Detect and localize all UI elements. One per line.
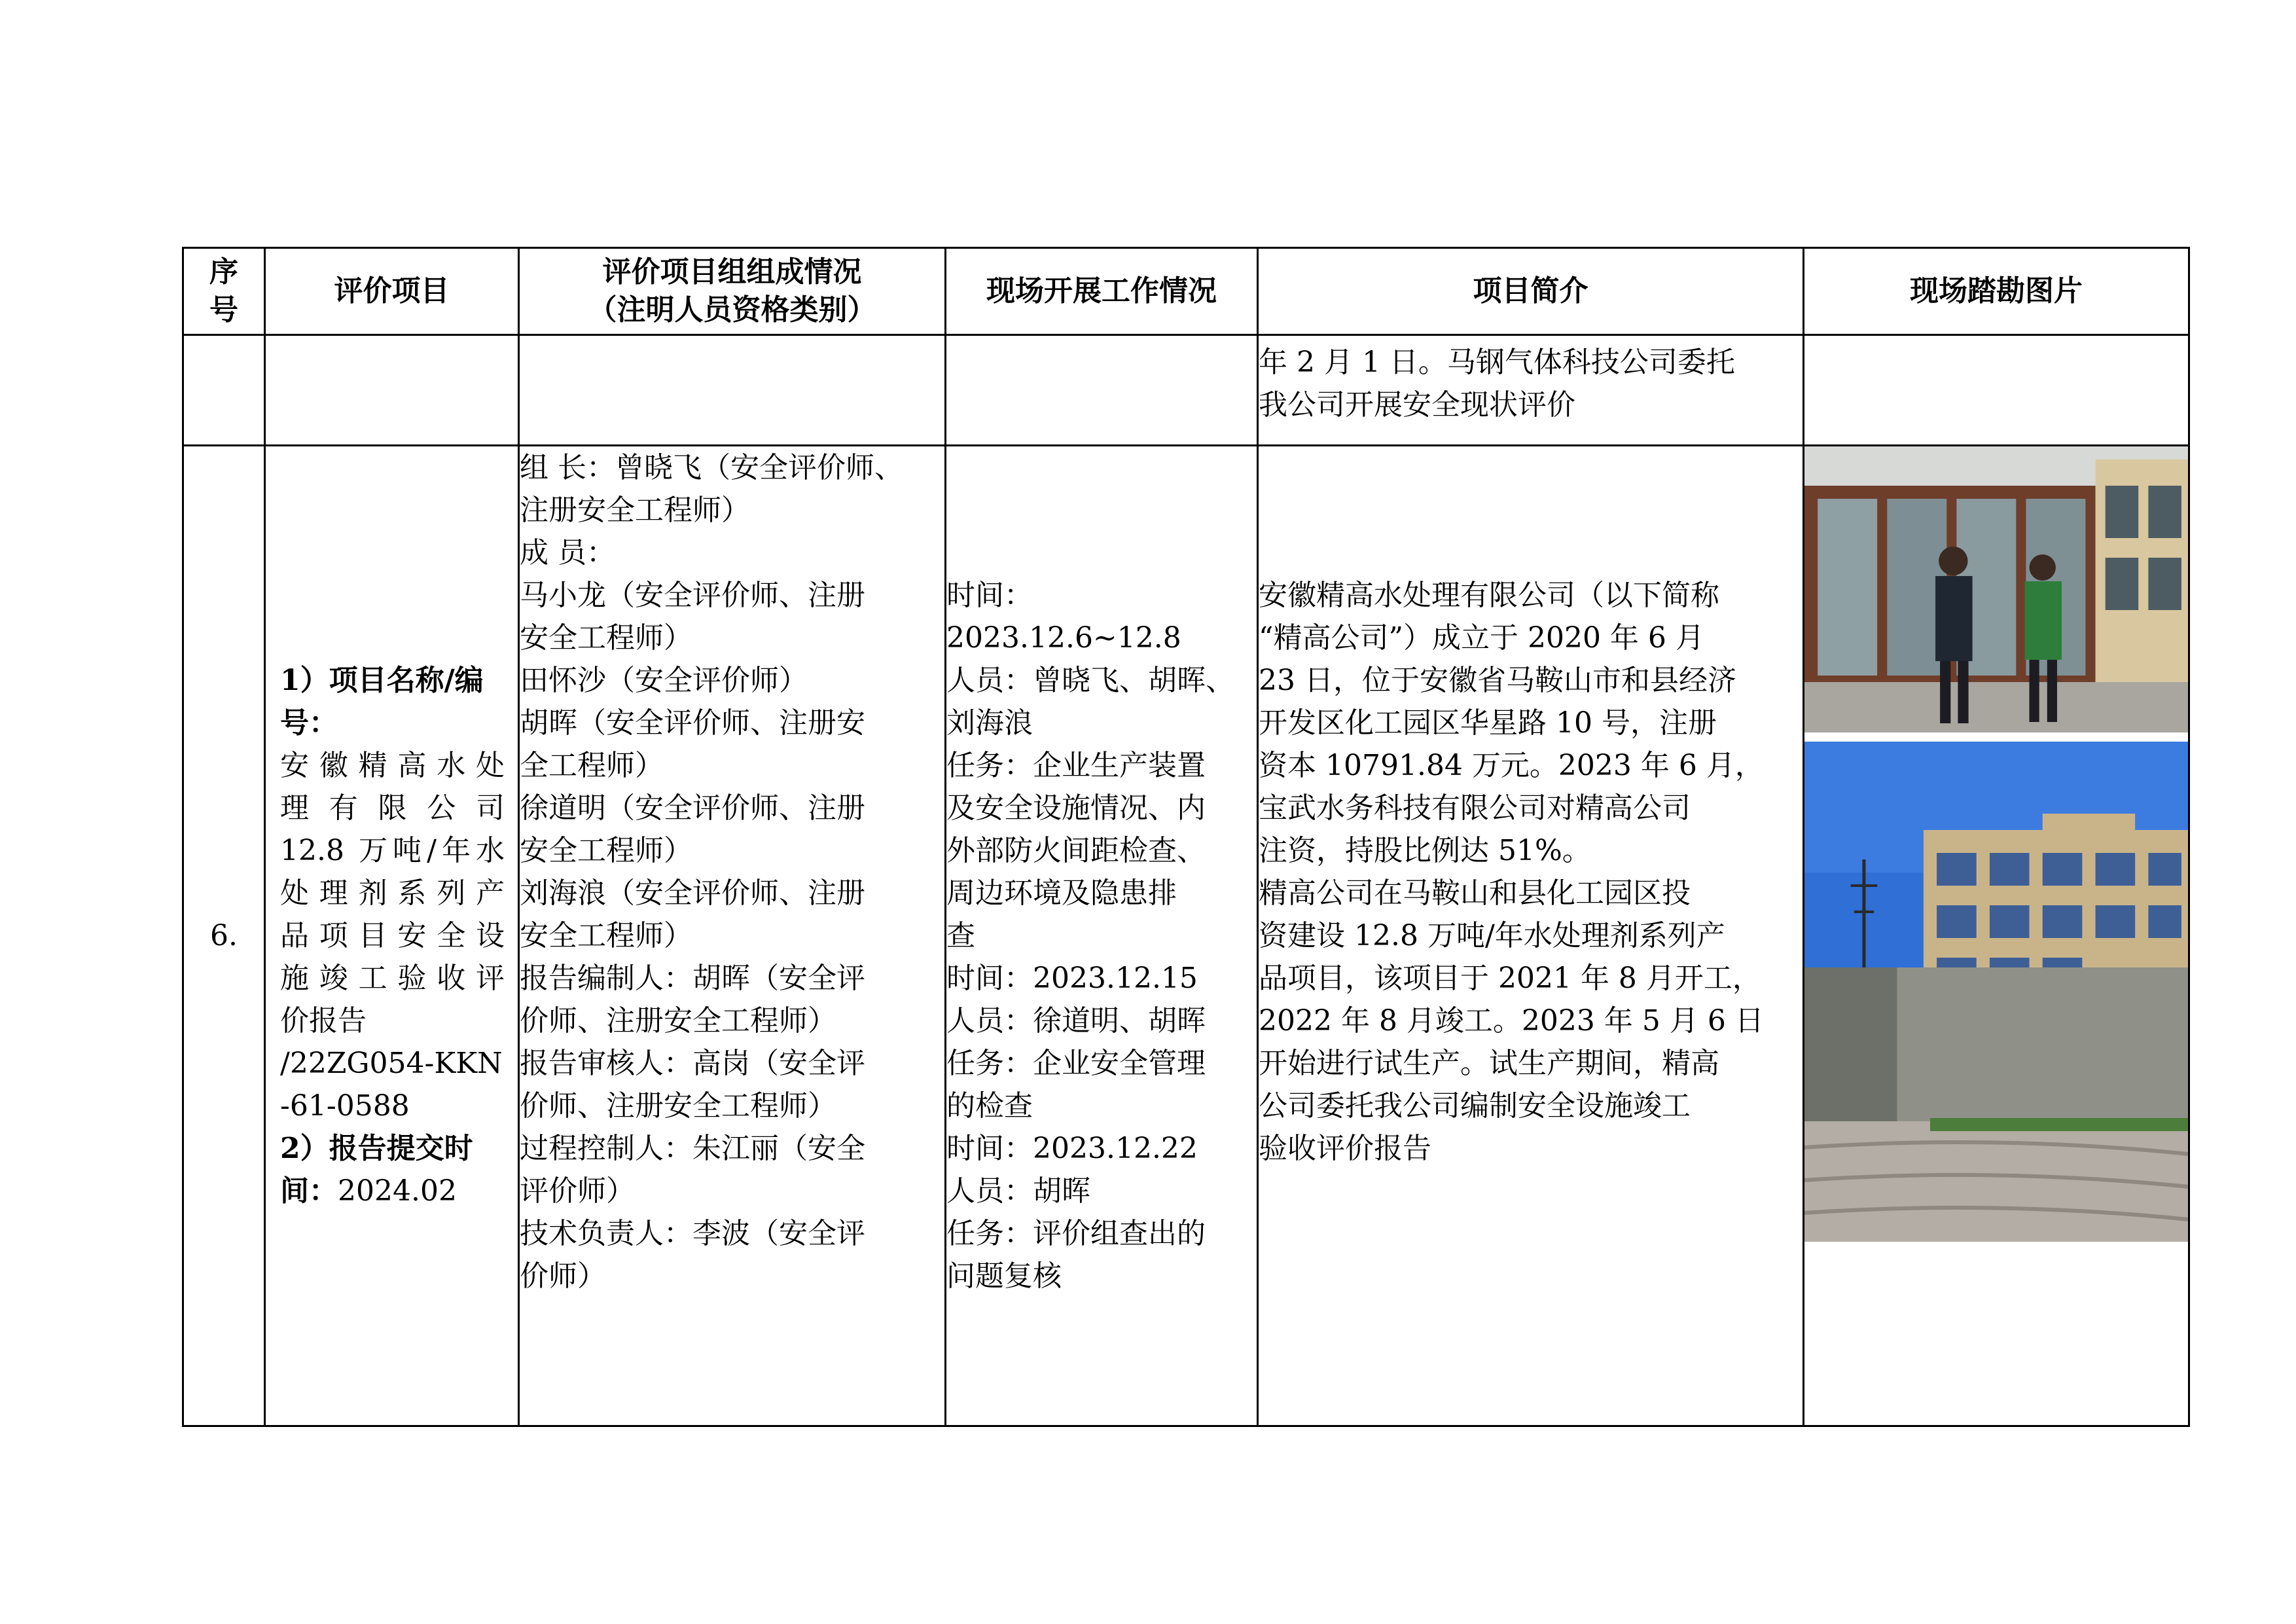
team-line: 价师） <box>520 1259 606 1293</box>
intro-cell <box>1258 446 1804 1426</box>
header-team-line-2: （注明人员资格类别） <box>588 293 876 327</box>
intro-line: 宝武水务科技有限公司对精高公司 <box>1259 791 1691 825</box>
work-line: 刘海浪 <box>946 706 1033 740</box>
team-line: 马小龙（安全评价师、注册 <box>520 579 865 612</box>
intro-line: 注资，持股比例达 51%。 <box>1259 834 1591 867</box>
project-name-line: 12.8 万吨/年水 <box>280 834 505 867</box>
cont-photos-cell <box>1804 335 2189 446</box>
work-line: 任务：企业安全管理 <box>946 1047 1206 1080</box>
cont-work-cell <box>946 335 1258 446</box>
team-line: 安全工程师） <box>520 621 692 655</box>
team-line: 安全工程师） <box>520 919 692 952</box>
intro-line: 品项目，该项目于 2021 年 8 月开工， <box>1259 962 1761 995</box>
team-line: 评价师） <box>520 1174 635 1208</box>
table-row-continued <box>183 335 2189 446</box>
cont-project-cell <box>265 335 519 446</box>
work-line: 查 <box>946 919 975 952</box>
table-row <box>183 446 2189 1426</box>
work-line: 时间：2023.12.22 <box>946 1132 1198 1165</box>
intro-line: 资建设 12.8 万吨/年水处理剂系列产 <box>1259 919 1725 952</box>
project-cell <box>265 446 519 1426</box>
header-intro-line: 项目简介 <box>1473 274 1588 308</box>
intro-line: 公司委托我公司编制安全设施竣工 <box>1259 1089 1691 1123</box>
report-table <box>182 247 2190 1427</box>
project-code-line: -61-0588 <box>280 1089 410 1123</box>
intro-line: 开始进行试生产。试生产期间，精高 <box>1259 1047 1719 1080</box>
team-line: 价师、注册安全工程师） <box>520 1089 836 1123</box>
header-row <box>183 248 2189 335</box>
work-line: 人员：曾晓飞、胡晖、 <box>946 664 1234 697</box>
photo-building-icon <box>1804 742 2188 1242</box>
work-line: 周边环境及隐患排 <box>946 876 1177 910</box>
work-line: 及安全设施情况、内 <box>946 791 1206 825</box>
project-name-line: 价报告 <box>280 1004 367 1038</box>
team-line: 注册安全工程师） <box>520 494 750 527</box>
intro-line: 开发区化工园区华星路 10 号，注册 <box>1259 706 1717 740</box>
work-cell <box>946 446 1258 1426</box>
intro-line: 安徽精高水处理有限公司（以下简称 <box>1259 579 1719 612</box>
submit-time-value: 2024.02 <box>338 1174 457 1208</box>
intro-line: 23 日，位于安徽省马鞍山市和县经济 <box>1259 664 1736 697</box>
team-line: 成 员： <box>520 536 615 569</box>
team-line: 刘海浪（安全评价师、注册 <box>520 876 865 910</box>
project-name-label: 号： <box>280 706 338 740</box>
work-line: 任务：评价组查出的 <box>946 1217 1206 1250</box>
photo-entrance-icon <box>1804 446 2188 732</box>
header-work <box>946 248 1258 335</box>
team-line: 报告审核人：高岗（安全评 <box>520 1047 865 1080</box>
intro-line: 验收评价报告 <box>1259 1132 1431 1165</box>
header-intro <box>1258 248 1804 335</box>
intro-line: “精高公司”）成立于 2020 年 6 月 <box>1259 621 1704 655</box>
work-line: 问题复核 <box>946 1259 1062 1293</box>
team-line: 全工程师） <box>520 749 664 782</box>
header-photos-line: 现场踏勘图片 <box>1910 274 2083 308</box>
submit-time-label: 2）报告提交时 <box>280 1132 473 1165</box>
project-name-line: 理有限公司 <box>280 791 505 825</box>
team-line: 胡晖（安全评价师、注册安 <box>520 706 865 740</box>
project-name-line: 施竣工验收评 <box>280 962 505 995</box>
team-line: 徐道明（安全评价师、注册 <box>520 791 865 825</box>
work-line: 时间：2023.12.15 <box>946 962 1198 995</box>
header-seq-line-2: 号 <box>209 293 238 327</box>
team-line: 价师、注册安全工程师） <box>520 1004 836 1038</box>
submit-time-label: 间： <box>280 1174 338 1208</box>
work-line: 任务：企业生产装置 <box>946 749 1206 782</box>
team-line: 安全工程师） <box>520 834 692 867</box>
team-line: 田怀沙（安全评价师） <box>520 664 808 697</box>
work-line: 人员：徐道明、胡晖 <box>946 1004 1206 1038</box>
header-project-line: 评价项目 <box>334 274 450 308</box>
cont-team-cell <box>519 335 946 446</box>
team-line: 报告编制人：胡晖（安全评 <box>520 962 865 995</box>
project-name-label: 1）项目名称/编 <box>280 664 484 697</box>
work-line: 时间： <box>946 579 1033 612</box>
project-name-line: 处理剂系列产 <box>280 876 505 910</box>
work-line: 人员：胡晖 <box>946 1174 1090 1208</box>
header-seq <box>183 248 265 335</box>
project-code-line: /22ZG054-KKN <box>280 1047 503 1080</box>
team-line: 技术负责人：李波（安全评 <box>520 1217 865 1250</box>
header-seq-line-1: 序 <box>209 255 238 289</box>
row-seq: 6. <box>183 446 265 1426</box>
project-name-line: 安徽精高水处 <box>280 749 505 782</box>
cont-seq-cell <box>183 335 265 446</box>
work-line: 外部防火间距检查、 <box>946 834 1206 867</box>
intro-line: 精高公司在马鞍山和县化工园区投 <box>1259 876 1691 910</box>
team-line: 过程控制人：朱江丽（安全 <box>520 1132 865 1165</box>
team-line: 组 长：曾晓飞（安全评价师、 <box>520 451 903 484</box>
work-line: 的检查 <box>946 1089 1033 1123</box>
cont-intro-line: 年 2 月 1 日。马钢气体科技公司委托 <box>1259 346 1735 379</box>
header-team-line-1: 评价项目组组成情况 <box>602 255 862 289</box>
header-team <box>519 248 946 335</box>
project-name-line: 品项目安全设 <box>280 919 505 952</box>
cont-intro-cell <box>1258 335 1804 446</box>
team-cell <box>519 446 946 1426</box>
intro-line: 资本 10791.84 万元。2023 年 6 月， <box>1259 749 1764 782</box>
header-photos <box>1804 248 2189 335</box>
work-line: 2023.12.6~12.8 <box>946 621 1181 655</box>
intro-line: 2022 年 8 月竣工。2023 年 5 月 6 日 <box>1259 1004 1764 1038</box>
header-work-line: 现场开展工作情况 <box>986 274 1217 308</box>
photos-cell <box>1804 446 2189 1426</box>
cont-intro-line: 我公司开展安全现状评价 <box>1259 388 1575 422</box>
header-project <box>265 248 519 335</box>
